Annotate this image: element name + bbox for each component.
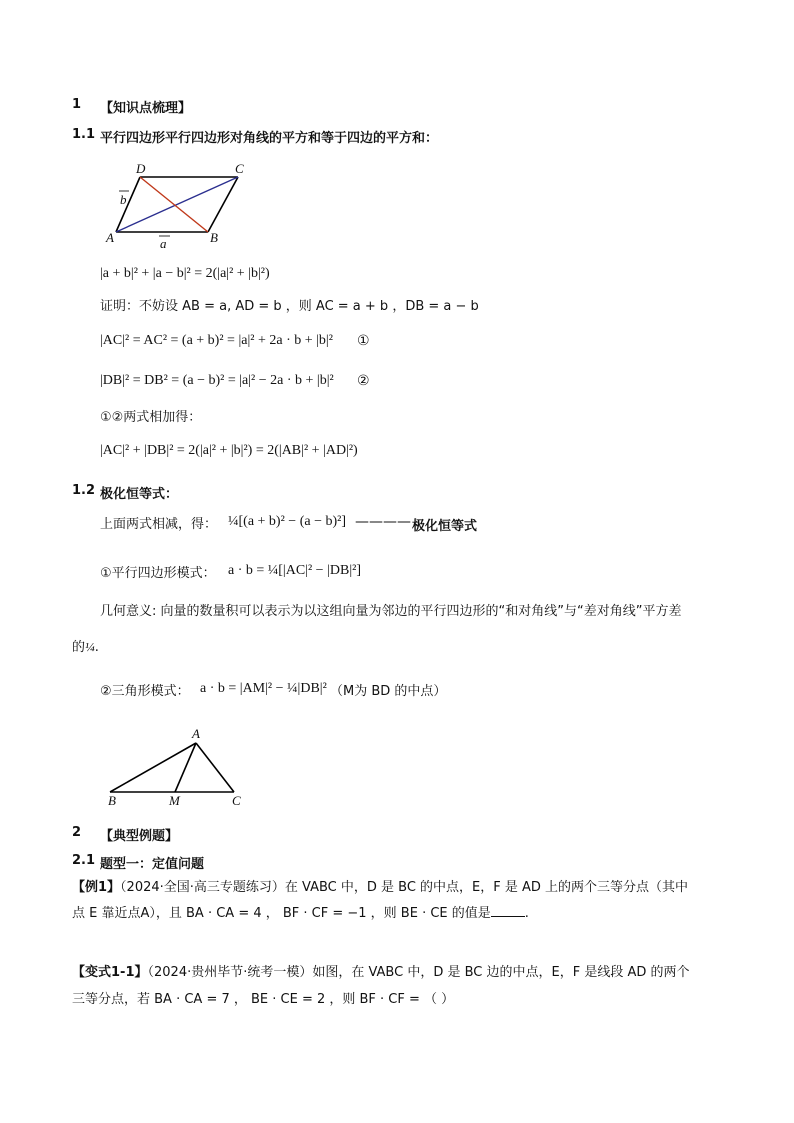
example-1-tag: 【例1】: [72, 880, 121, 895]
triangle-vertex-a-label: A: [192, 726, 200, 741]
equation-subtract: ¼[(a + b)² − (a − b)²]: [228, 514, 346, 529]
equation-1: |AC|² = AC² = (a + b)² = |a|² + 2a · b + |b|²: [100, 333, 333, 348]
vector-a-label: a: [160, 236, 167, 251]
median-am: [175, 743, 196, 792]
parallelogram-figure: [100, 160, 270, 255]
equation-2: |DB|² = DB² = (a − b)² = |a|² − 2a · b + |b|²: [100, 373, 334, 388]
proof-intro: 证明：不妨设 AB = a, AD = b ，则 AC = a + b ，DB = a − b: [100, 299, 479, 314]
edge-ba: [110, 743, 196, 792]
edge-ac: [196, 743, 234, 792]
section-1-1-title: 平行四边形平行四边形对角线的平方和等于四边的平方和：: [100, 131, 439, 146]
edge-bc: [208, 177, 238, 232]
section-2-1-title: 题型一：定值问题: [100, 857, 205, 872]
equation-subtract-dash: ————: [355, 514, 411, 530]
example-1-line-1: [72, 877, 688, 899]
polarization-identity-label: 极化恒等式: [412, 519, 478, 534]
mode-2-note: （M为 BD 的中点）: [330, 684, 447, 699]
equation-sum: |AC|² + |DB|² = 2(|a|² + |b|²) = 2(|AB|² + |AD|²): [100, 443, 358, 458]
triangle-vertex-b-label: B: [108, 793, 116, 808]
section-1-1-number: 1.1: [72, 127, 96, 142]
variant-1-1-line-2: 三等分点，若 BA · CA = 7 ， BE · CE = 2 ，则 BF · CF = （ ）: [72, 992, 455, 1007]
example-1-text-2: 点 E 靠近点A），且 BA · CA = 4 ， BF · CF = −1 ，则 BE · CE 的值是: [72, 906, 491, 921]
section-1-2-title: 极化恒等式：: [100, 487, 179, 502]
section-1-title: 【知识点梳理】: [100, 101, 192, 116]
section-1-2-number: 1.2: [72, 483, 96, 498]
section-2-number: 2: [72, 825, 82, 840]
vertex-a-label: A: [106, 230, 114, 245]
answer-blank[interactable]: [491, 904, 525, 917]
geometric-meaning-fraction: ¼: [85, 639, 95, 654]
variant-1-1-text-1: （2024·贵州毕节·统考一模）如图，在 VABC 中，D 是 BC 边的中点，E，F 是线段 AD 的两个: [147, 965, 690, 980]
variant-1-1-tag: 【变式1-1】: [72, 965, 148, 980]
mode-1-label: ①平行四边形模式：: [100, 566, 216, 581]
equation-1-tag: ①: [357, 333, 370, 349]
geometric-meaning-line-2: [72, 636, 99, 659]
equation-2-tag: ②: [357, 373, 370, 389]
triangle-point-m-label: M: [169, 793, 180, 808]
triangle-vertex-c-label: C: [232, 793, 241, 808]
sum-text: ①②两式相加得：: [100, 410, 202, 425]
section-2-1-number: 2.1: [72, 853, 96, 868]
mode-2-equation: a · b = |AM|² − ¼|DB|²: [200, 681, 327, 696]
subtract-text: 上面两式相减，得：: [100, 517, 218, 532]
example-1-text-1: （2024·全国·高三专题练习）在 VABC 中，D 是 BC 的中点，E，F 是 AD 上的两个三等分点（其中: [120, 880, 689, 895]
diagonal-bd: [140, 177, 208, 232]
mode-2-label: ②三角形模式：: [100, 684, 190, 699]
triangle-figure: [100, 724, 260, 812]
mode-1-equation: a · b = ¼[|AC|² − |DB|²]: [228, 563, 361, 578]
example-1-end: .: [524, 906, 529, 921]
vertex-d-label: D: [136, 161, 146, 176]
geometric-meaning-line-1: 几何意义: 向量的数量积可以表示为以这组向量为邻边的平行四边形的“和对角线”与“差对角线”平方差: [100, 604, 682, 619]
variant-1-1-line-1: [72, 962, 690, 984]
geometric-meaning-prefix: 的: [72, 640, 86, 655]
vector-b-label: b: [120, 192, 127, 207]
diagonal-ac: [116, 177, 238, 232]
section-2-title: 【典型例题】: [100, 829, 179, 844]
example-1-line-2: [72, 903, 529, 925]
geometric-meaning-period: .: [94, 640, 99, 655]
section-1-number: 1: [72, 97, 82, 112]
parallelogram-identity: |a + b|² + |a − b|² = 2(|a|² + |b|²): [100, 266, 270, 281]
vertex-c-label: C: [235, 161, 244, 176]
vertex-b-label: B: [210, 230, 218, 245]
